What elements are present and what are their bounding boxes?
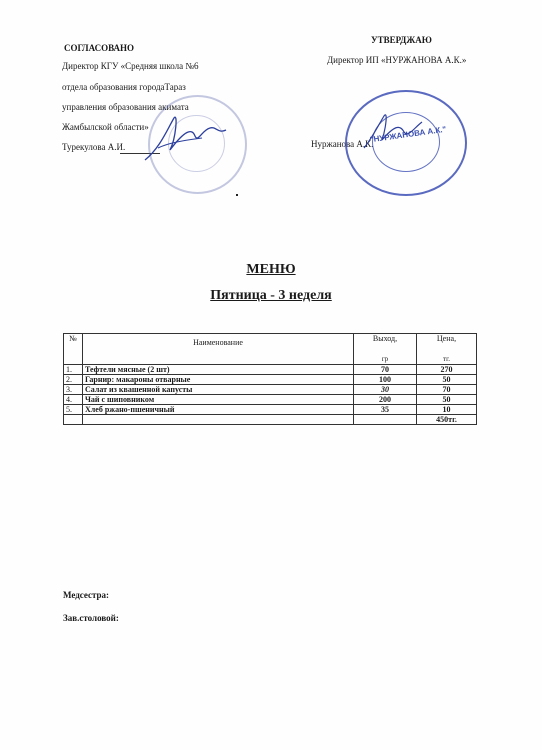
row-num: 4. (64, 395, 83, 405)
approval-right-signatory: Нуржанова А.К. (311, 139, 374, 149)
row-num: 3. (64, 385, 83, 395)
speck (236, 194, 238, 196)
row-name: Хлеб ржано-пшеничный (83, 405, 354, 415)
total-empty-out (354, 415, 417, 425)
approval-left-line2: отдела образования городаТараз (62, 82, 186, 92)
row-name: Гарнир: макароны отварные (83, 375, 354, 385)
approval-right-line1: Директор ИП «НУРЖАНОВА А.К.» (327, 55, 467, 65)
table-row (64, 395, 477, 405)
row-out: 100 (354, 375, 417, 385)
table-row (64, 405, 477, 415)
row-out: 70 (354, 365, 417, 375)
menu-subtitle: Пятница - 3 неделя (210, 288, 332, 303)
footer-canteen: Зав.столовой: (63, 613, 119, 623)
approval-left-line1: Директор КГУ «Средняя школа №6 (62, 61, 199, 71)
approval-left-heading: СОГЛАСОВАНО (64, 43, 135, 53)
row-name: Салат из квашенной капусты (83, 385, 354, 395)
header-out (354, 334, 417, 365)
menu-title: МЕНЮ (246, 262, 296, 277)
table-total-row (64, 415, 477, 425)
header-out-unit: гр (381, 355, 389, 363)
row-price: 270 (417, 365, 477, 375)
row-num: 1. (64, 365, 83, 375)
row-name: Тефтели мясные (2 шт) (83, 365, 354, 375)
header-price (417, 334, 477, 365)
signature-left (140, 108, 235, 168)
table-header-row (64, 334, 477, 365)
header-price-label: Цена, (436, 334, 457, 343)
total-empty-num (64, 415, 83, 425)
row-out: 200 (354, 395, 417, 405)
header-num: № (64, 334, 83, 365)
table-row (64, 375, 477, 385)
row-out: 30 (354, 385, 417, 395)
approval-left-line3: управления образования акимата (62, 102, 189, 112)
row-price: 50 (417, 375, 477, 385)
row-num: 5. (64, 405, 83, 415)
header-name: Наименование (83, 334, 354, 365)
table-row (64, 365, 477, 375)
header-price-unit: тг. (443, 355, 450, 363)
header-out-label: Выход, (372, 334, 398, 343)
row-num: 2. (64, 375, 83, 385)
table-row (64, 385, 477, 395)
row-out: 35 (354, 405, 417, 415)
approval-right-heading: УТВЕРДЖАЮ (371, 35, 432, 45)
total-empty-name (83, 415, 354, 425)
row-price: 70 (417, 385, 477, 395)
menu-table (63, 333, 477, 425)
signature-right (360, 108, 430, 158)
total-price: 450тг. (417, 415, 477, 425)
stamp-right-name: "НУРЖАНОВА А.К." (369, 124, 447, 145)
row-name: Чай с шиповником (83, 395, 354, 405)
approval-left-signatory: Турекулова А.И. (62, 142, 126, 152)
row-price: 50 (417, 395, 477, 405)
row-price: 10 (417, 405, 477, 415)
footer-nurse: Медсестра: (63, 590, 110, 600)
approval-left-line4: Жамбылской области» (62, 122, 149, 132)
